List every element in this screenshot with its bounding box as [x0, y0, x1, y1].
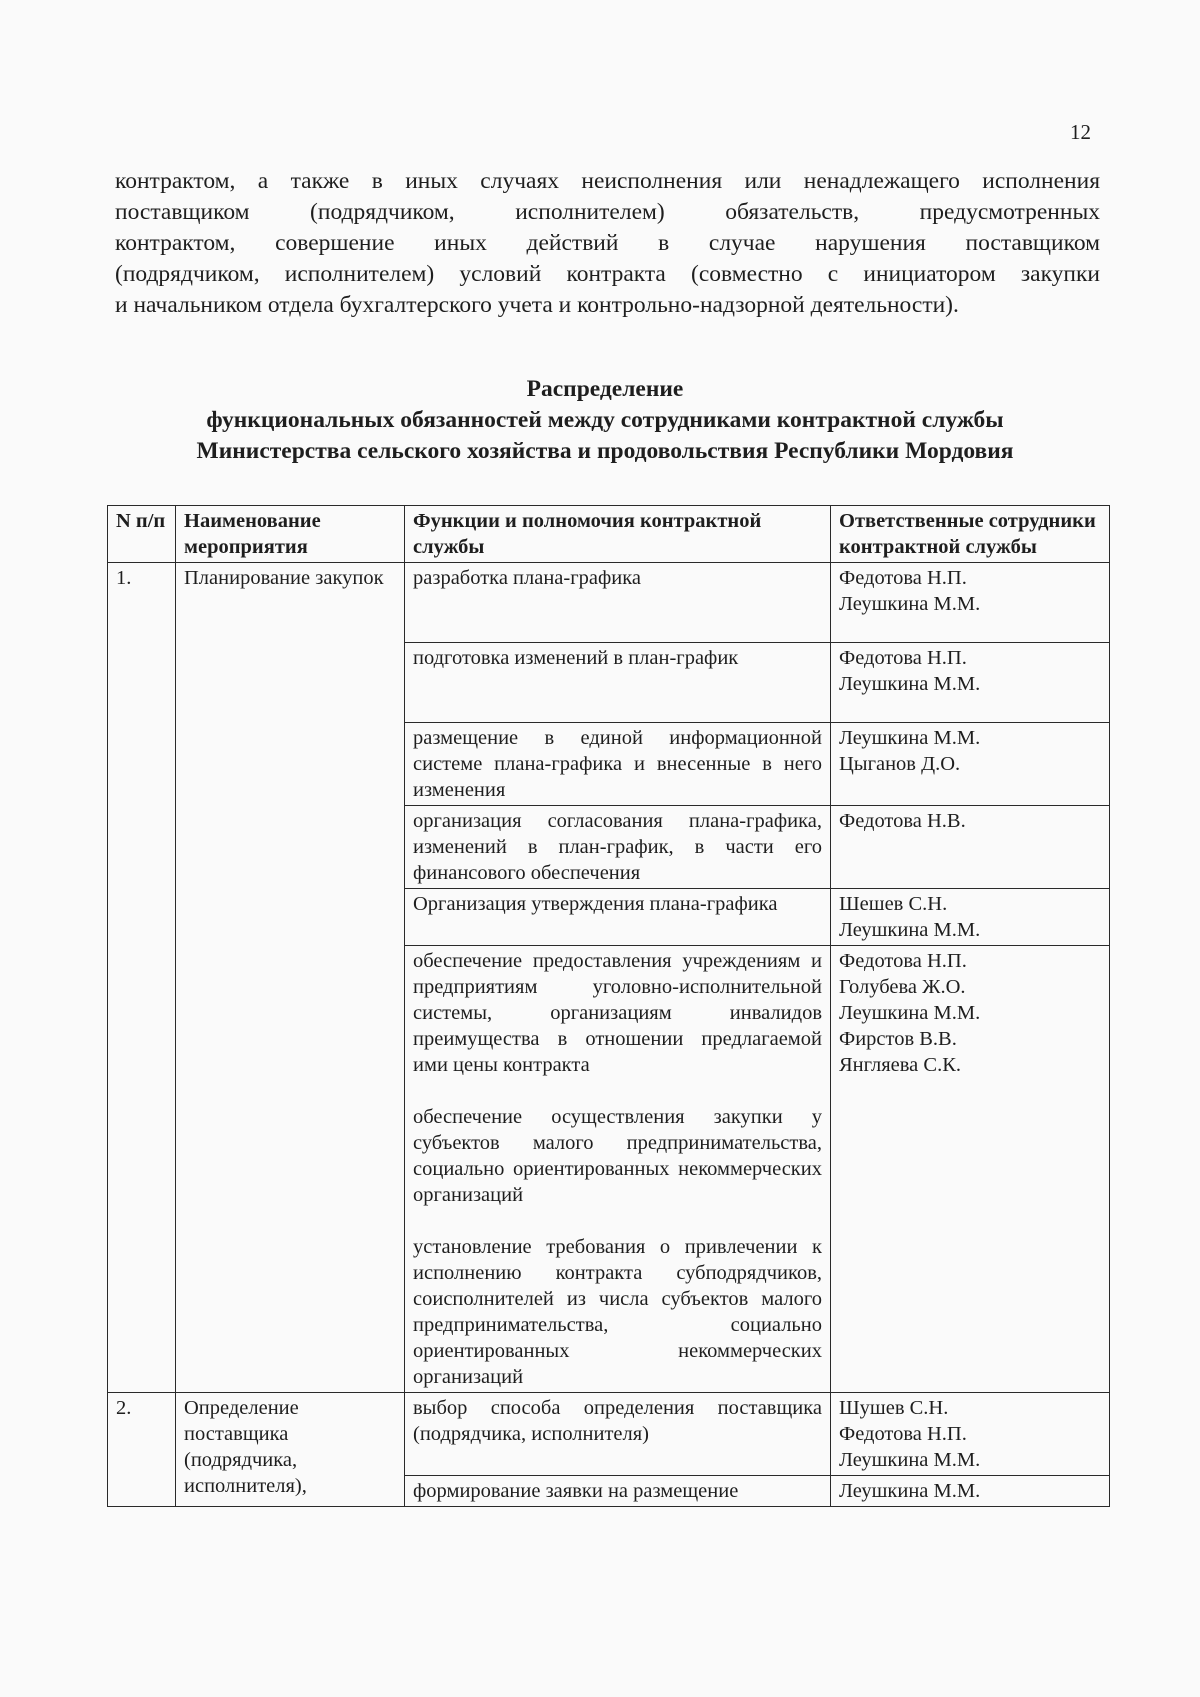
intro-line: и начальником отдела бухгалтерского учета и контрольно-надзорной деятельности). — [115, 292, 959, 318]
intro-line: контрактом, а также в иных случаях неисполнения или ненадлежащего исполнения — [115, 168, 1100, 194]
table-row — [108, 1393, 1110, 1476]
duties-table — [107, 505, 1110, 1507]
function-cell: организация согласования плана-графика, изменений в план-график, в части его финансового обеспечения — [405, 806, 831, 889]
function-cell: разработка плана-графика — [405, 563, 831, 643]
function-cell: Организация утверждения плана-графика — [405, 889, 831, 946]
function-cell: подготовка изменений в план-график — [405, 643, 831, 723]
responsible-cell: Федотова Н.П. Голубева Ж.О. Леушкина М.М. Фирстов В.В. Янгляева С.К. — [831, 946, 1110, 1393]
section-number: 2. — [108, 1393, 176, 1507]
header-event: Наименование мероприятия — [176, 506, 405, 563]
section-event: Планирование закупок — [176, 563, 405, 1393]
title-line-1: Распределение — [526, 376, 684, 402]
function-cell: размещение в единой информационной системе плана-графика и внесенные в него изменения — [405, 723, 831, 806]
section-event: Определение поставщика (подрядчика, исполнителя), — [176, 1393, 405, 1507]
header-responsible: Ответственные сотрудники контрактной службы — [831, 506, 1110, 563]
function-cell: обеспечение предоставления учреждениям и предприятиям уголовно-исполнительной системы, организациям инвалидов преимущества в отношении предлагаемой ими цены контракта обеспечение осуществления закупки у субъектов малого предпринимательства, социально ориентированных некоммерческих организаций установление требования о привлечении к исполнению контракта субподрядчиков, соисполнителей из числа субъектов малого предпринимательства, социально ориентированных некоммерческих организаций — [405, 946, 831, 1393]
document-title — [100, 374, 1110, 467]
responsible-cell: Шушев С.Н. Федотова Н.П. Леушкина М.М. — [831, 1393, 1110, 1476]
responsible-cell: Леушкина М.М. Цыганов Д.О. — [831, 723, 1110, 806]
header-functions: Функции и полномочия контрактной службы — [405, 506, 831, 563]
intro-line: поставщиком (подрядчиком, исполнителем) обязательств, предусмотренных — [115, 199, 1100, 225]
function-cell: выбор способа определения поставщика (подрядчика, исполнителя) — [405, 1393, 831, 1476]
table-row — [108, 563, 1110, 643]
section-number: 1. — [108, 563, 176, 1393]
responsible-cell: Федотова Н.П. Леушкина М.М. — [831, 563, 1110, 643]
responsible-cell: Федотова Н.П. Леушкина М.М. — [831, 643, 1110, 723]
responsible-cell: Леушкина М.М. — [831, 1476, 1110, 1507]
responsible-cell: Шешев С.Н. Леушкина М.М. — [831, 889, 1110, 946]
function-cell: формирование заявки на размещение — [405, 1476, 831, 1507]
intro-line: контрактом, совершение иных действий в случае нарушения поставщиком — [115, 230, 1100, 256]
page-number: 12 — [1070, 120, 1091, 144]
intro-paragraph — [115, 166, 1100, 321]
title-line-2: функциональных обязанностей между сотрудниками контрактной службы — [206, 407, 1004, 433]
header-number: N п/п — [108, 506, 176, 563]
title-line-3: Министерства сельского хозяйства и продовольствия Республики Мордовия — [196, 438, 1014, 464]
intro-line: (подрядчиком, исполнителем) условий контракта (совместно с инициатором закупки — [115, 261, 1100, 287]
table-header-row — [108, 506, 1110, 563]
responsible-cell: Федотова Н.В. — [831, 806, 1110, 889]
